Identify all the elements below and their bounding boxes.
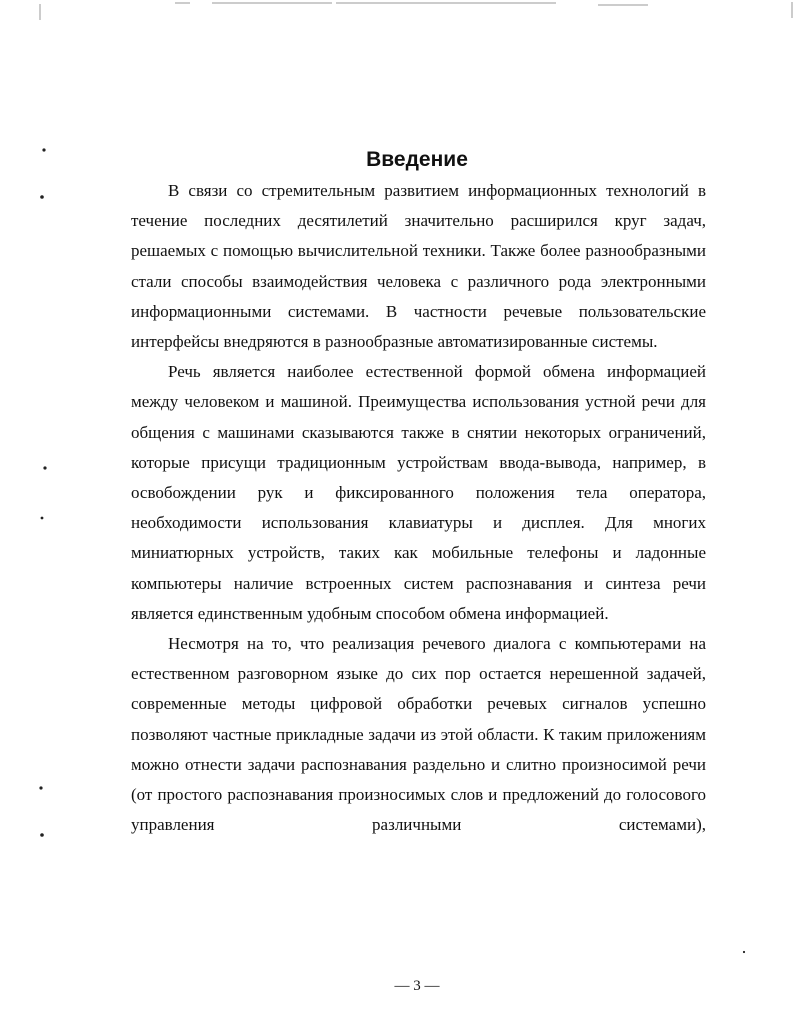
binding-hole-mark: [43, 466, 46, 469]
paragraph-3: Несмотря на то, что реализация речевого диалога с компьютерами на естественном разговорном языке до сих пор остается нерешенной задачей, современные методы цифровой обработки речевых сигналов успешно позволяют частные прикладные задачи из этой области. К таким приложениям можно отнести задачи распознавания раздельно и слитно произносимой речи (от простого распознавания произносимых слов и предложений до голосового управления различными системами),: [131, 634, 706, 835]
paragraph-2: Речь является наиболее естественной формой обмена информацией между человеком и машиной. Преимущества использования устной речи для общения с машинами сказываются также в снятии некоторых ограничений, которые присущи традиционным устройствам ввода-вывода, например, в освобождении рук и фиксированного положения тела оператора, необходимости использования клавиатуры и дисплея. Для многих миниатюрных устройств, таких как мобильные телефоны и ладонные компьютеры наличие встроенных систем распознавания и синтеза речи является единственным удобным способом обмена информацией.: [131, 362, 706, 623]
binding-hole-mark: [39, 786, 42, 789]
binding-hole-mark: [743, 951, 745, 953]
binding-hole-mark: [40, 195, 44, 199]
binding-hole-mark: [41, 517, 44, 520]
binding-hole-mark: [40, 833, 44, 837]
paragraph-1: В связи со стремительным развитием информационных технологий в течение последних десятилетий значительно расширился круг задач, решаемых с помощью вычислительной техники. Также более разнообразными стали способы взаимодействия человека с различного рода электронными информационными системами. В частности речевые пользовательские интерфейсы внедряются в разнообразные автоматизированные системы.: [131, 181, 706, 352]
page-title: Введение: [366, 148, 468, 171]
body-text: [131, 176, 706, 840]
page-number: — 3 —: [394, 978, 440, 994]
